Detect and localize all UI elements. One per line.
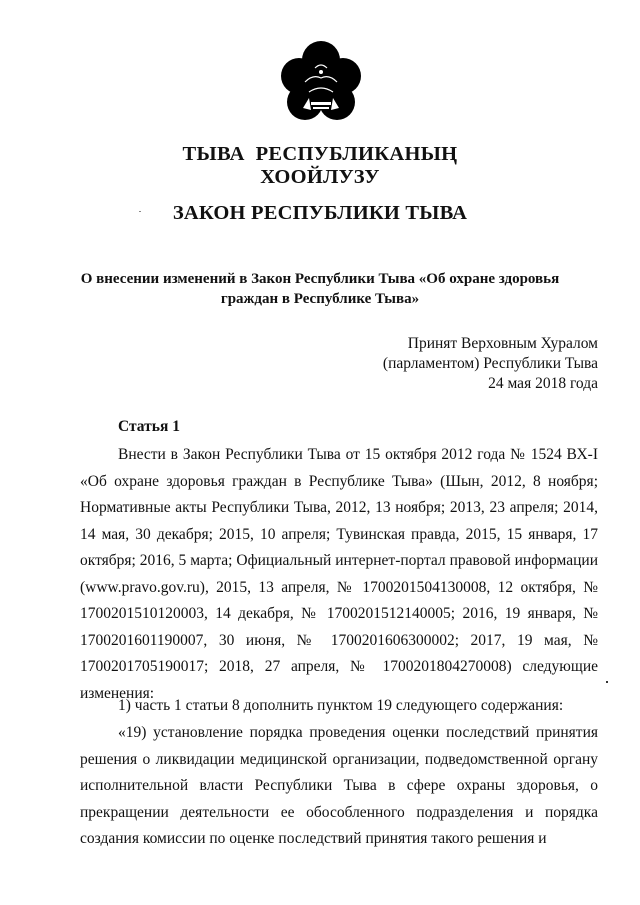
tyva-coat-of-arms-icon: [275, 38, 367, 128]
adoption-line1: Принят Верховным Хуралом: [407, 335, 598, 352]
tyva-title-line1: ТЫВА РЕСПУБЛИКАНЫҢ: [182, 143, 458, 165]
adoption-date: 24 мая 2018 года: [488, 375, 598, 392]
law-subject-line2: граждан в Республике Тыва»: [220, 291, 420, 307]
article-1-paragraph-1: Внести в Закон Республики Тыва от 15 октября 2012 года № 1524 ВХ-I «Об охране здоровья граждан в Республике Тыва» (Шын, 2012, 8 ноября; Нормативные акты Республики Тыва, 2012, 13 ноября; 2013, 23 апреля; 2014, 14 мая, 30 декабря; 2015, 10 апреля; Тувинская правда, 2015, 15 января, 17 октября; 2016, 5 марта; Официальный интернет-портал правовой информации (www.pravo.gov.ru), 2015, 13 апреля, № 1700201504130008, 12 октября, № 1700201510120003, 14 декабря, № 1700201512140005; 2016, 19 января, № 1700201601190007, 30 июня, № 1700201606300002; 2017, 19 мая, № 1700201705190017; 2018, 27 апреля, № 1700201804270008) следующие изменения:: [80, 446, 598, 702]
article-1-heading: Статья 1: [118, 418, 180, 435]
article-1-paragraph-2: 1) часть 1 статьи 8 дополнить пунктом 19 следующего содержания:: [118, 697, 564, 714]
law-subject: [60, 269, 580, 309]
tyva-title: [0, 143, 640, 189]
adoption-info: [383, 334, 598, 394]
tyva-title-line2: ХООЙЛУЗУ: [260, 166, 380, 188]
article-1-paragraph-3: «19) установление порядка проведения оценки последствий принятия решения о ликвидации медицинской организации, подведомственной органу исполнительной власти Республики Тыва в сфере охраны здоровья, о прекращении деятельности ее обособленного подразделения и порядка создания комиссии по оценке последствий принятия такого решения и: [80, 724, 598, 847]
adoption-line2: (парламентом) Республики Тыва: [382, 355, 598, 372]
law-title: ЗАКОН РЕСПУБЛИКИ ТЫВА: [172, 202, 468, 224]
scan-speck-right: [606, 681, 608, 683]
law-subject-line1: О внесении изменений в Закон Республики Тыва «Об охране здоровья: [80, 271, 560, 287]
